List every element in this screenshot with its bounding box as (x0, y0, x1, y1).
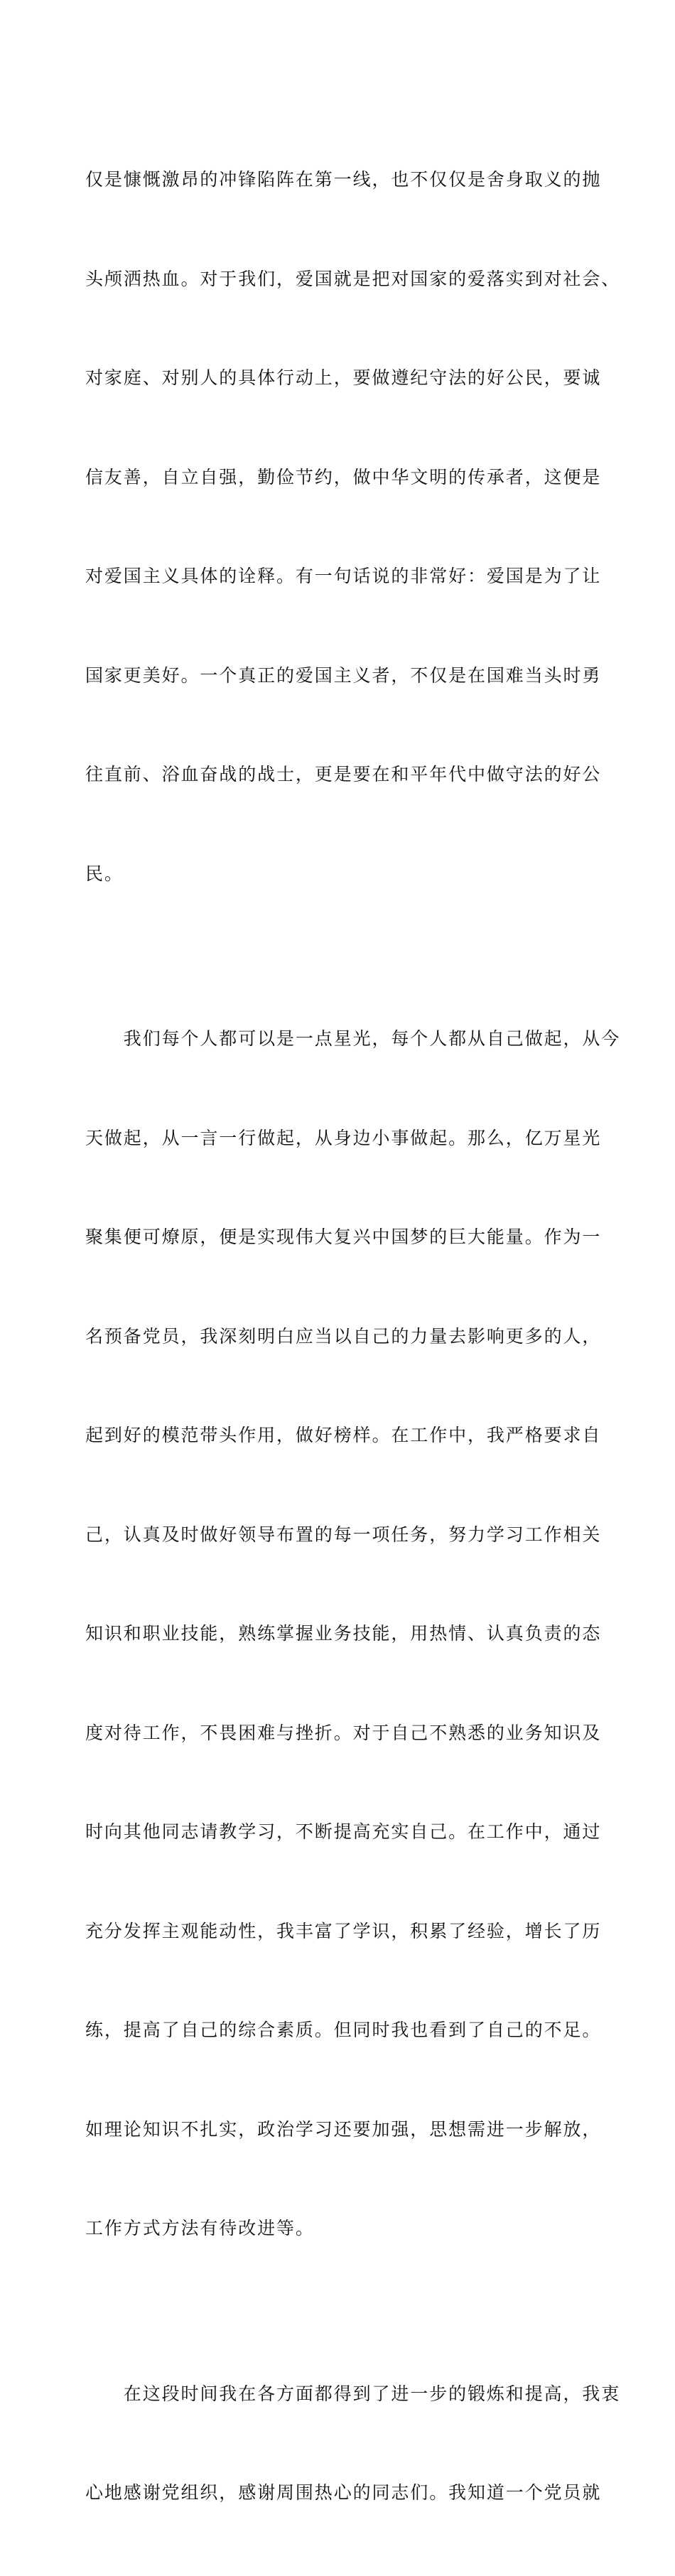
text-line: 度对待工作，不畏困难与挫折。对于自己不熟悉的业务知识及 (85, 1722, 602, 1743)
text-line: 己，认真及时做好领导布置的每一项任务，努力学习工作相关 (85, 1524, 602, 1545)
text-line: 如理论知识不扎实，政治学习还要加强，思想需进一步解放， (85, 2118, 602, 2140)
text-line: 名预备党员，我深刻明白应当以自己的力量去影响更多的人， (85, 1325, 602, 1347)
text-line: 聚集便可燎原，便是实现伟大复兴中国梦的巨大能量。作为一 (85, 1227, 602, 1247)
paragraph-1 (85, 97, 621, 956)
text-line: 民。 (85, 863, 124, 884)
text-line: 充分发挥主观能动性，我丰富了学识，积累了经验，增长了历 (85, 1920, 602, 1941)
text-line: 知识和职业技能，熟练掌握业务技能，用热情、认真负责的态 (85, 1623, 602, 1644)
paragraph-3 (85, 2312, 621, 2576)
text-line: 国家更美好。一个真正的爱国主义者，不仅是在国难当头时勇 (85, 664, 602, 686)
text-line: 对爱国主义具体的诠释。有一句话说的非常好：爱国是为了让 (85, 566, 602, 586)
text-line: 心地感谢党组织，感谢周围热心的同志们。我知道一个党员就 (85, 2482, 602, 2503)
text-line: 在这段时间我在各方面都得到了进一步的锻炼和提高，我衷 (85, 2383, 621, 2404)
text-line: 天做起，从一言一行做起，从身边小事做起。那么，亿万星光 (85, 1127, 602, 1148)
text-line: 时向其他同志请教学习，不断提高充实自己。在工作中，通过 (85, 1821, 602, 1842)
text-line: 起到好的模范带头作用，做好榜样。在工作中，我严格要求自 (85, 1425, 602, 1445)
text-line: 我们每个人都可以是一点星光，每个人都从自己做起，从今 (85, 1028, 621, 1049)
text-line: 信友善，自立自强，勤俭节约，做中华文明的传承者，这便是 (85, 466, 602, 487)
paragraph-2 (85, 956, 621, 2312)
text-line: 工作方式方法有待改进等。 (85, 2218, 315, 2238)
document-body (85, 97, 621, 2576)
text-line: 练，提高了自己的综合素质。但同时我也看到了自己的不足。 (85, 2020, 602, 2040)
text-line: 对家庭、对别人的具体行动上，要做遵纪守法的好公民，要诚 (85, 367, 602, 388)
text-line: 仅是慷慨激昂的冲锋陷阵在第一线，也不仅仅是舍身取义的抛 (85, 169, 602, 190)
text-line: 往直前、浴血奋战的战士，更是要在和平年代中做守法的好公 (85, 764, 602, 785)
text-line: 头颅洒热血。对于我们，爱国就是把对国家的爱落实到对社会、 (85, 268, 621, 289)
